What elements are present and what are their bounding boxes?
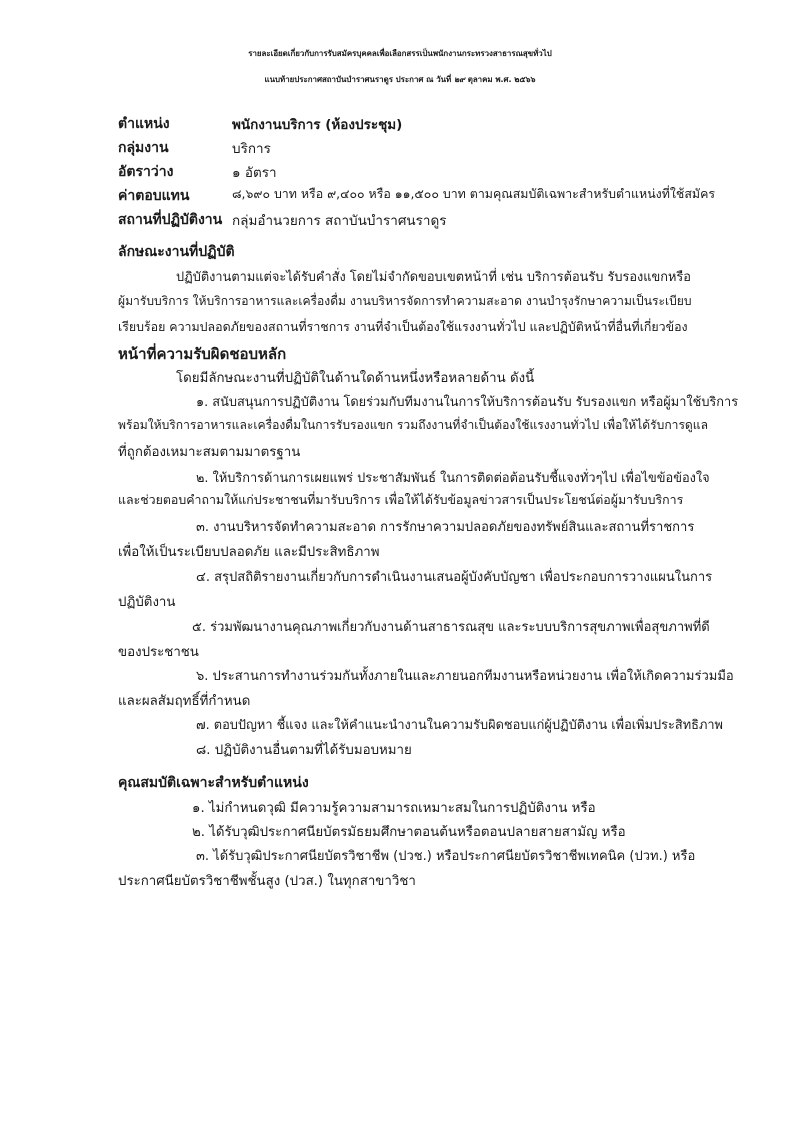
duty-item-7: ๗. ตอบปัญหา ชี้แจง และให้คำแนะนำงานในความรับผิดชอบแก่ผู้ปฏิบัติงาน เพื่อเพิ่มประสิทธิภาพ: [196, 718, 723, 733]
duty-item-5: ๕. ร่วมพัฒนางานคุณภาพเกี่ยวกับงานด้านสาธารณสุข และระบบบริการสุขภาพเพื่อสุขภาพที่ดี: [192, 620, 710, 635]
duty-item-1-continued: ที่ถูกต้องเหมาะสมตามมาตรฐาน: [118, 445, 301, 460]
vacancy-label: อัตราว่าง: [118, 164, 174, 180]
work-group-value: บริการ: [232, 141, 271, 157]
duty-item-1: ๑. สนับสนุนการปฏิบัติงาน โดยร่วมกับทีมงานในการให้บริการต้อนรับ รับรองแขก หรือผู้มาใช้บริการ: [196, 395, 739, 410]
qualification-3-continued: ประกาศนียบัตรวิชาชีพชั้นสูง (ปวส.) ในทุกสาขาวิชา: [118, 874, 416, 889]
work-group-label: กลุ่มงาน: [118, 140, 169, 156]
workplace-label: สถานที่ปฏิบัติงาน: [118, 212, 223, 228]
document-title-line-1: รายละเอียดเกี่ยวกับการรับสมัครบุคคลเพื่อเลือกสรรเป็นพนักงานกระทรวงสาธารณสุขทั่วไป: [248, 49, 552, 58]
job-nature-heading: ลักษณะงานที่ปฏิบัติ: [118, 244, 235, 260]
job-nature-line: ปฏิบัติงานตามแต่จะได้รับคำสั่ง โดยไม่จำกัดขอบเขตหน้าที่ เช่น บริการต้อนรับ รับรองแขกหรือ: [176, 270, 691, 285]
document-title-line-2: [0, 74, 800, 86]
duty-item-2-continued: และช่วยตอบคำถามให้แก่ประชาชนที่มารับบริการ เพื่อให้ได้รับข้อมูลข่าวสารเป็นประโยชน์ต่อผู้มารับบริการ: [118, 492, 684, 507]
duty-item-4-continued: ปฏิบัติงาน: [118, 595, 176, 610]
qualification-3: ๓. ได้รับวุฒิประกาศนียบัตรวิชาชีพ (ปวช.) หรือประกาศนียบัตรวิชาชีพเทคนิค (ปวท.) หรือ: [196, 849, 696, 864]
duty-item-6-continued: และผลสัมฤทธิ์ที่กำหนด: [118, 694, 251, 709]
duties-heading: หน้าที่ความรับผิดชอบหลัก: [118, 345, 287, 363]
qualification-1: ๑. ไม่กำหนดวุฒิ มีความรู้ความสามารถเหมาะสมในการปฏิบัติงาน หรือ: [192, 801, 596, 816]
duty-item-3-continued: เพื่อให้เป็นระเบียบปลอดภัย และมีประสิทธิภาพ: [118, 545, 380, 560]
title-line-2-prefix: แนบท้ายประกาศสถาบันบำราศนราดูร ประกาศ ณ วันที่: [264, 75, 452, 84]
job-nature-line: เรียบร้อย ความปลอดภัยของสถานที่ราชการ งานที่จำเป็นต้องใช้แรงงานทั่วไป และปฏิบัติหน้าที่อื่นที่เกี่ยวข้อง: [118, 319, 688, 334]
qualification-2: ๒. ได้รับวุฒิประกาศนียบัตรมัธยมศึกษาตอนต้นหรือตอนปลายสายสามัญ หรือ: [192, 825, 626, 840]
title-handwritten-day: ๒๙: [453, 75, 465, 84]
workplace-value: กลุ่มอำนวยการ สถาบันบำราศนราดูร: [232, 213, 447, 229]
duties-intro: โดยมีลักษณะงานที่ปฏิบัติในด้านใดด้านหนึ่งหรือหลายด้าน ดังนี้: [176, 371, 535, 386]
position-label: ตำแหน่ง: [118, 116, 170, 132]
duty-item-3: ๓. งานบริหารจัดทำความสะอาด การรักษาความปลอดภัยของทรัพย์สินและสถานที่ราชการ: [196, 520, 695, 535]
duty-item-6: ๖. ประสานการทำงานร่วมกันทั้งภายในและภายนอกทีมงานหรือหน่วยงาน เพื่อให้เกิดความร่วมมือ: [196, 669, 734, 684]
duty-item-5-continued: ของประชาชน: [118, 645, 199, 660]
job-nature-line: ผู้มารับบริการ ให้บริการอาหารและเครื่องดื่ม งานบริหารจัดการทำความสะอาด งานบำรุงรักษาความเป็นระเบียบ: [118, 294, 692, 308]
qualifications-heading: คุณสมบัติเฉพาะสำหรับตำแหน่ง: [118, 775, 309, 791]
duty-item-8: ๘. ปฏิบัติงานอื่นตามที่ได้รับมอบหมาย: [196, 743, 412, 758]
position-value: พนักงานบริการ (ห้องประชุม): [232, 117, 403, 133]
compensation-value: ๘,๖๙๐ บาท หรือ ๙,๔๐๐ หรือ ๑๑,๕๐๐ บาท ตามคุณสมบัติเฉพาะสำหรับตำแหน่งที่ใช้สมัคร: [232, 186, 716, 201]
compensation-label: ค่าตอบแทน: [118, 188, 190, 204]
duty-item-2: ๒. ให้บริการด้านการเผยแพร่ ประชาสัมพันธ์ ในการติดต่อต้อนรับชี้แจงทั่วๆไป เพื่อไขข้อข้องใจ: [196, 471, 710, 486]
duty-item-4: ๔. สรุปสถิติรายงานเกี่ยวกับการดำเนินงานเสนอผู้บังคับบัญชา เพื่อประกอบการวางแผนในการ: [196, 570, 713, 585]
vacancy-value: ๑ อัตรา: [232, 165, 277, 181]
duty-item-1-continued: พร้อมให้บริการอาหารและเครื่องดื่มในการรับรองแขก รวมถึงงานที่จำเป็นต้องใช้แรงงานทั่วไป เพื่อให้ได้รับการดูแล: [118, 418, 708, 432]
title-line-2-suffix: ตุลาคม พ.ศ. ๒๕๖๖: [467, 75, 536, 84]
